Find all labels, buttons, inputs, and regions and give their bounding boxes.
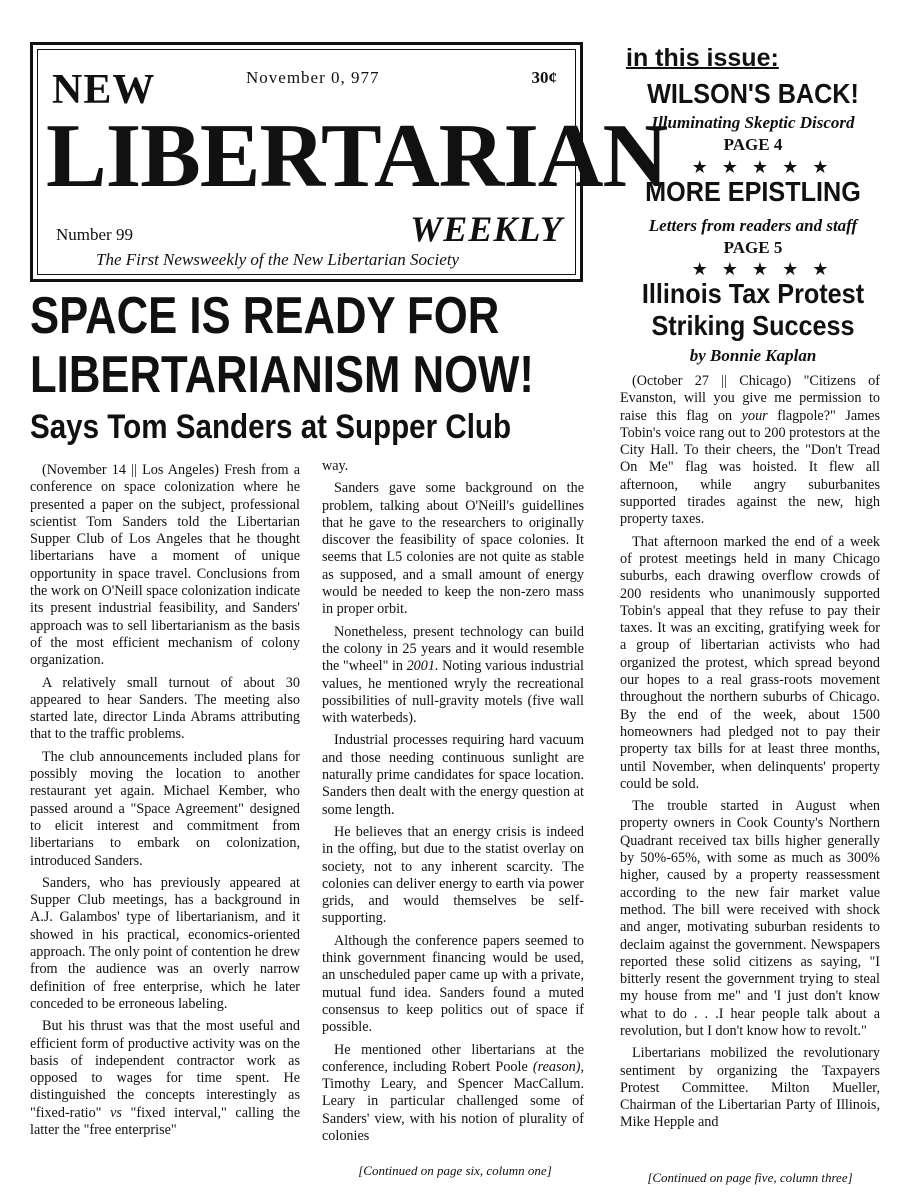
toc-item-2-page: PAGE 5 bbox=[723, 238, 783, 257]
headline-line-1: SPACE IS READY FOR bbox=[30, 287, 500, 345]
article-byline: by Bonnie Kaplan bbox=[689, 346, 817, 365]
paragraph bbox=[30, 1018, 300, 1139]
paragraph: Industrial processes requiring hard vacuum and those needing continuous sunlight are naturally prime candidates for space location. Sanders then dealt with the energy question at some length. bbox=[322, 732, 584, 818]
text-run: (October 27 || Chicago) "Citizens of Evanston, will you give me permission to raise this flag on bbox=[620, 373, 880, 424]
paragraph bbox=[322, 1042, 584, 1146]
text-run: He mentioned other libertarians at the conference, including Robert Poole bbox=[322, 1041, 584, 1075]
text-italic: vs bbox=[110, 1104, 122, 1121]
text-run: Noting various industrial values, he mentioned wryly the recreational possibilities of null-gravity motels (five wall with waterbeds). bbox=[322, 658, 584, 727]
paragraph bbox=[620, 373, 880, 529]
paragraph: Sanders gave some background on the problem, talking about O'Neill's guidellines that he gave to the researchers to originally discover the feasibility of space colonies. It seems that L5 colonies are not quite as stable as supposed, and a small amount of energy would be needed to keep the non-zero mass in proper orbit. bbox=[322, 480, 584, 618]
continued-note-col2: [Continued on page six, column one] bbox=[358, 1163, 552, 1178]
masthead-new: NEW bbox=[52, 67, 156, 113]
article-column-2 bbox=[322, 458, 584, 1150]
toc-item-1-page: PAGE 4 bbox=[723, 135, 783, 154]
toc-item-1-title: WILSON'S BACK! bbox=[647, 78, 859, 109]
text-run: But his thrust was that the most useful and efficient form of productive activity was on the basis of independent contractor work as opposed to wages for time spent. He distinguished the concepts interestingly as "fixed-ratio" bbox=[30, 1018, 300, 1121]
text-italic: (reason), bbox=[532, 1058, 584, 1075]
masthead-tagline: The First Newsweekly of the New Libertarian Society bbox=[96, 250, 460, 269]
paragraph: Libertarians mobilized the revolutionary sentiment by organizing the Taxpayers Protest Committee. Milton Mueller, Chairman of the Libertarian Party of Illinois, Mike Hepple and bbox=[620, 1045, 880, 1131]
paragraph: Sanders, who has previously appeared at Supper Club meetings, has a background in A.J. Galambos' type of libertarianism, and it showed in his practical, economics-oriented approach. The only point of contention he drew from the audience was an overly narrow definition of free enterprise, which he later conceded to be erroneous labeling. bbox=[30, 874, 301, 1012]
paragraph: The trouble started in August when property owners in Cook County's Northern Quadrant received tax bills higher generally by 50%-65%, with some as much as 300% higher, caused by a property reassessment according to the new fair market value method. The bill were received with shock and anger, motivating suburban residents to declaim against the government. Newspapers reported these solid citizens as saying, "I bitterly resent the government trying to steal my house from me" and 'I just don't know what to do . . .I hear people talk about a revolution, but I don't know how to revolt." bbox=[620, 798, 880, 1039]
paragraph: Although the conference papers seemed to think government financing would be used, an unscheduled paper came up with a private, mutual fund idea. Sanders found a muted consensus to keep politics out of space if possible. bbox=[322, 932, 584, 1036]
headline-subhead: Says Tom Sanders at Supper Club bbox=[30, 408, 512, 446]
masthead bbox=[30, 42, 668, 282]
text-run: Timothy Leary, and Spencer MacCallum. Leary in particular challenged some of Sanders' view, with his notion of plurality of colonies bbox=[322, 1076, 584, 1144]
issue-price: 30¢ bbox=[531, 68, 557, 87]
in-this-issue-heading: in this issue: bbox=[626, 44, 779, 72]
article-title-line-1: Illinois Tax Protest bbox=[641, 278, 865, 309]
paragraph: way. bbox=[322, 458, 349, 474]
text-italic: your bbox=[741, 407, 768, 424]
star-divider: ★★★★★ bbox=[691, 259, 843, 279]
masthead-inner-border bbox=[37, 49, 668, 275]
toc-item-1-subtitle: Illuminating Skeptic Discord bbox=[651, 113, 855, 132]
text-run: "fixed interval," calling the latter the "free enterprise" bbox=[30, 1104, 300, 1138]
article-column-3 bbox=[620, 373, 880, 1137]
continued-note-col3: [Continued on page five, column three] bbox=[647, 1170, 853, 1185]
paragraph: (November 14 || Los Angeles) Fresh from a conference on space colonization where he presented a paper on the subject, professional scientist Tom Sanders told the Libertarian Supper Club of Los Angeles that he thought libertarians have a moment of unique opportunity in space travel. Conclusions from the work on O'Neill space colonization indicate its present industrial feasibility, and Sanders' approach was to sell libertarianism as the basis of the most efficient mechanism of colony organization. bbox=[30, 462, 300, 669]
headline-line-2: LIBERTARIANISM NOW! bbox=[30, 346, 534, 404]
paragraph: That afternoon marked the end of a week of protest meetings held in many Chicago suburbs, each drawing overflow crowds of 200 residents who unanimously supported Tobin's appeal that they refuse to pay their taxes. It was an exciting, gratifying week for a group of libertarian activists who had organized the protest, which spread beyond our hopes to a real grass-roots movement throughout the northern suburbs of Chicago. By the end of the week, about 1500 homeowners had pledged not to pay their property tax bills for at least three months, until November, when delinquents' property could be sold. bbox=[620, 533, 880, 792]
issue-date: November 0, 977 bbox=[246, 68, 380, 87]
text-italic: 2001. bbox=[406, 658, 439, 675]
toc-item-2-subtitle: Letters from readers and staff bbox=[648, 216, 858, 235]
text-run: Nonetheless, present technology can build the colony in 25 years and it would resemble the "wheel" in bbox=[322, 623, 584, 675]
masthead-weekly: WEEKLY bbox=[410, 209, 563, 249]
paragraph: A relatively small turnout of about 30 appeared to hear Sanders. The meeting also started late, director Linda Abrams attributing that to the traffic problems. bbox=[30, 674, 300, 743]
paragraph bbox=[322, 624, 584, 728]
text-run: flagpole?" James Tobin's voice rang out to 200 protestors at the City Hall. To their cheers, the "Don't Tread On Me" flag was hoisted. It flew all afternoon, while angry suburbanites supported tirades against the new, high property taxes. bbox=[620, 407, 880, 528]
paragraph: The club announcements included plans for possibly moving the location to another restaurant yet again. Michael Kember, who passed around a "Space Agreement" designed to elicit interest and commitment from libertarians to embark on colonization, introduced Sanders. bbox=[30, 748, 300, 869]
issue-number: Number 99 bbox=[56, 225, 133, 244]
paragraph: He believes that an energy crisis is indeed in the offing, but due to the statist overlay on society, not to any inherent scarcity. The colonies can deliver energy to earth via power grids, and would themselves be self-supporting. bbox=[322, 823, 584, 927]
star-divider: ★★★★★ bbox=[691, 157, 843, 177]
article-column-1 bbox=[30, 462, 300, 1144]
masthead-title: LIBERTARIAN bbox=[46, 105, 668, 206]
article-title-line-2: Striking Success bbox=[651, 310, 855, 341]
toc-item-2-title: MORE EPISTLING bbox=[645, 176, 861, 207]
